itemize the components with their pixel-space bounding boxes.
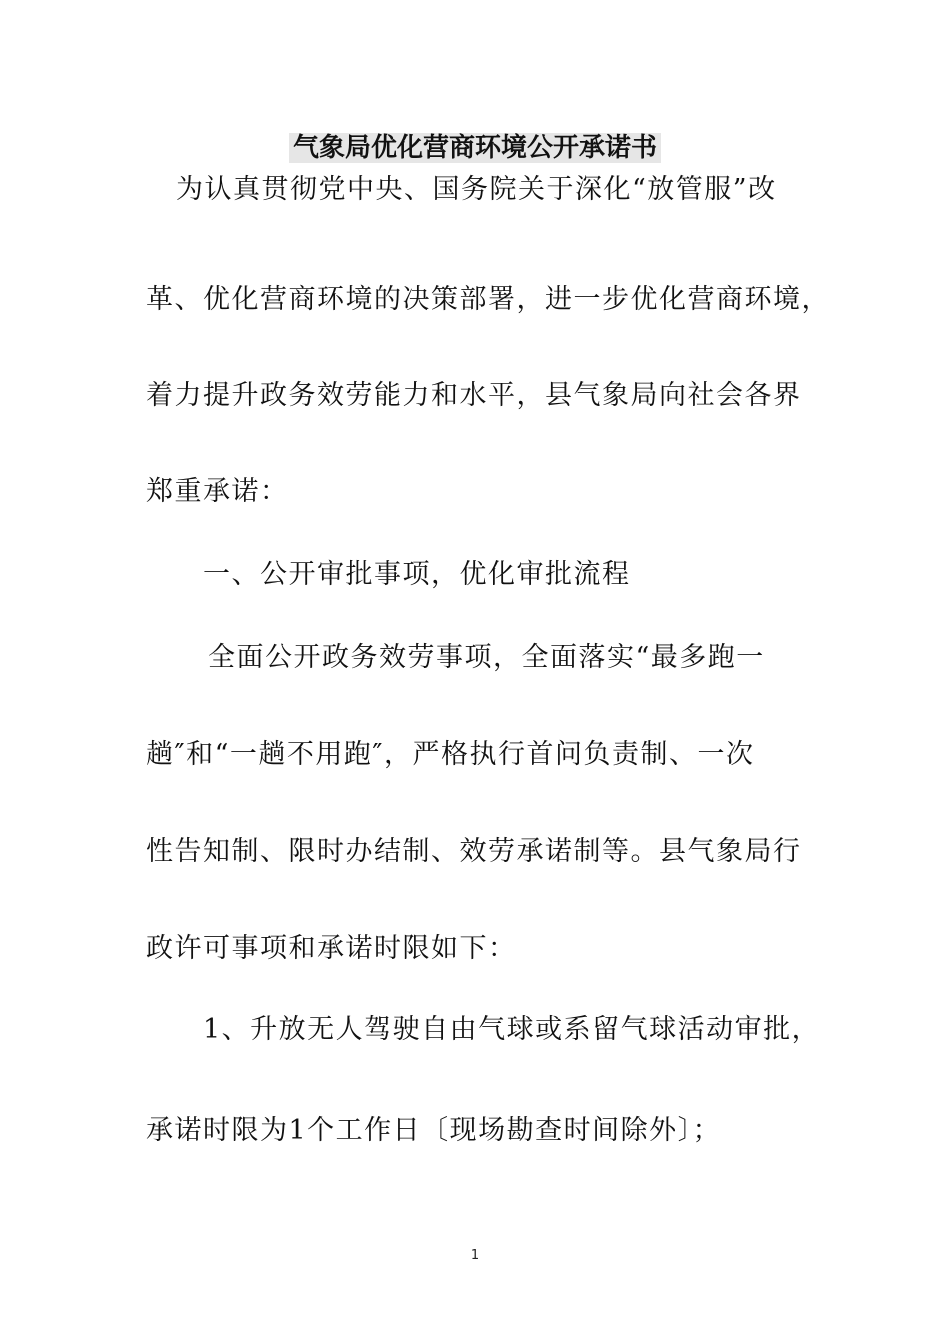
paragraph-line-8: 政许可事项和承诺时限如下： — [146, 933, 517, 964]
list-item-1-line-2: 承诺时限为1个工作日〔现场勘查时间除外〕； — [146, 1115, 722, 1146]
list-item-1-line-1: 1、升放无人驾驶自由气球或系留气球活动审批， — [203, 1014, 821, 1045]
section-heading-1: 一、公开审批事项，优化审批流程 — [203, 559, 631, 590]
paragraph-line-1: 为认真贯彻党中央、国务院关于深化“放管服”改 — [176, 174, 777, 205]
paragraph-line-3: 着力提升政务效劳能力和水平，县气象局向社会各界 — [146, 380, 802, 411]
paragraph-line-7: 性告知制、限时办结制、效劳承诺制等。县气象局行 — [146, 836, 802, 867]
page-number: 1 — [470, 1248, 480, 1263]
paragraph-line-5: 全面公开政务效劳事项，全面落实“最多跑一 — [208, 642, 765, 673]
paragraph-line-4: 郑重承诺： — [146, 476, 289, 507]
document-title — [0, 130, 950, 166]
paragraph-line-6: 趟″和“一趟不用跑″，严格执行首问负责制、一次 — [146, 739, 755, 770]
document-title-text: 气象局优化营商环境公开承诺书 — [289, 133, 661, 163]
paragraph-line-2: 革、优化营商环境的决策部署，进一步优化营商环境， — [146, 284, 830, 315]
